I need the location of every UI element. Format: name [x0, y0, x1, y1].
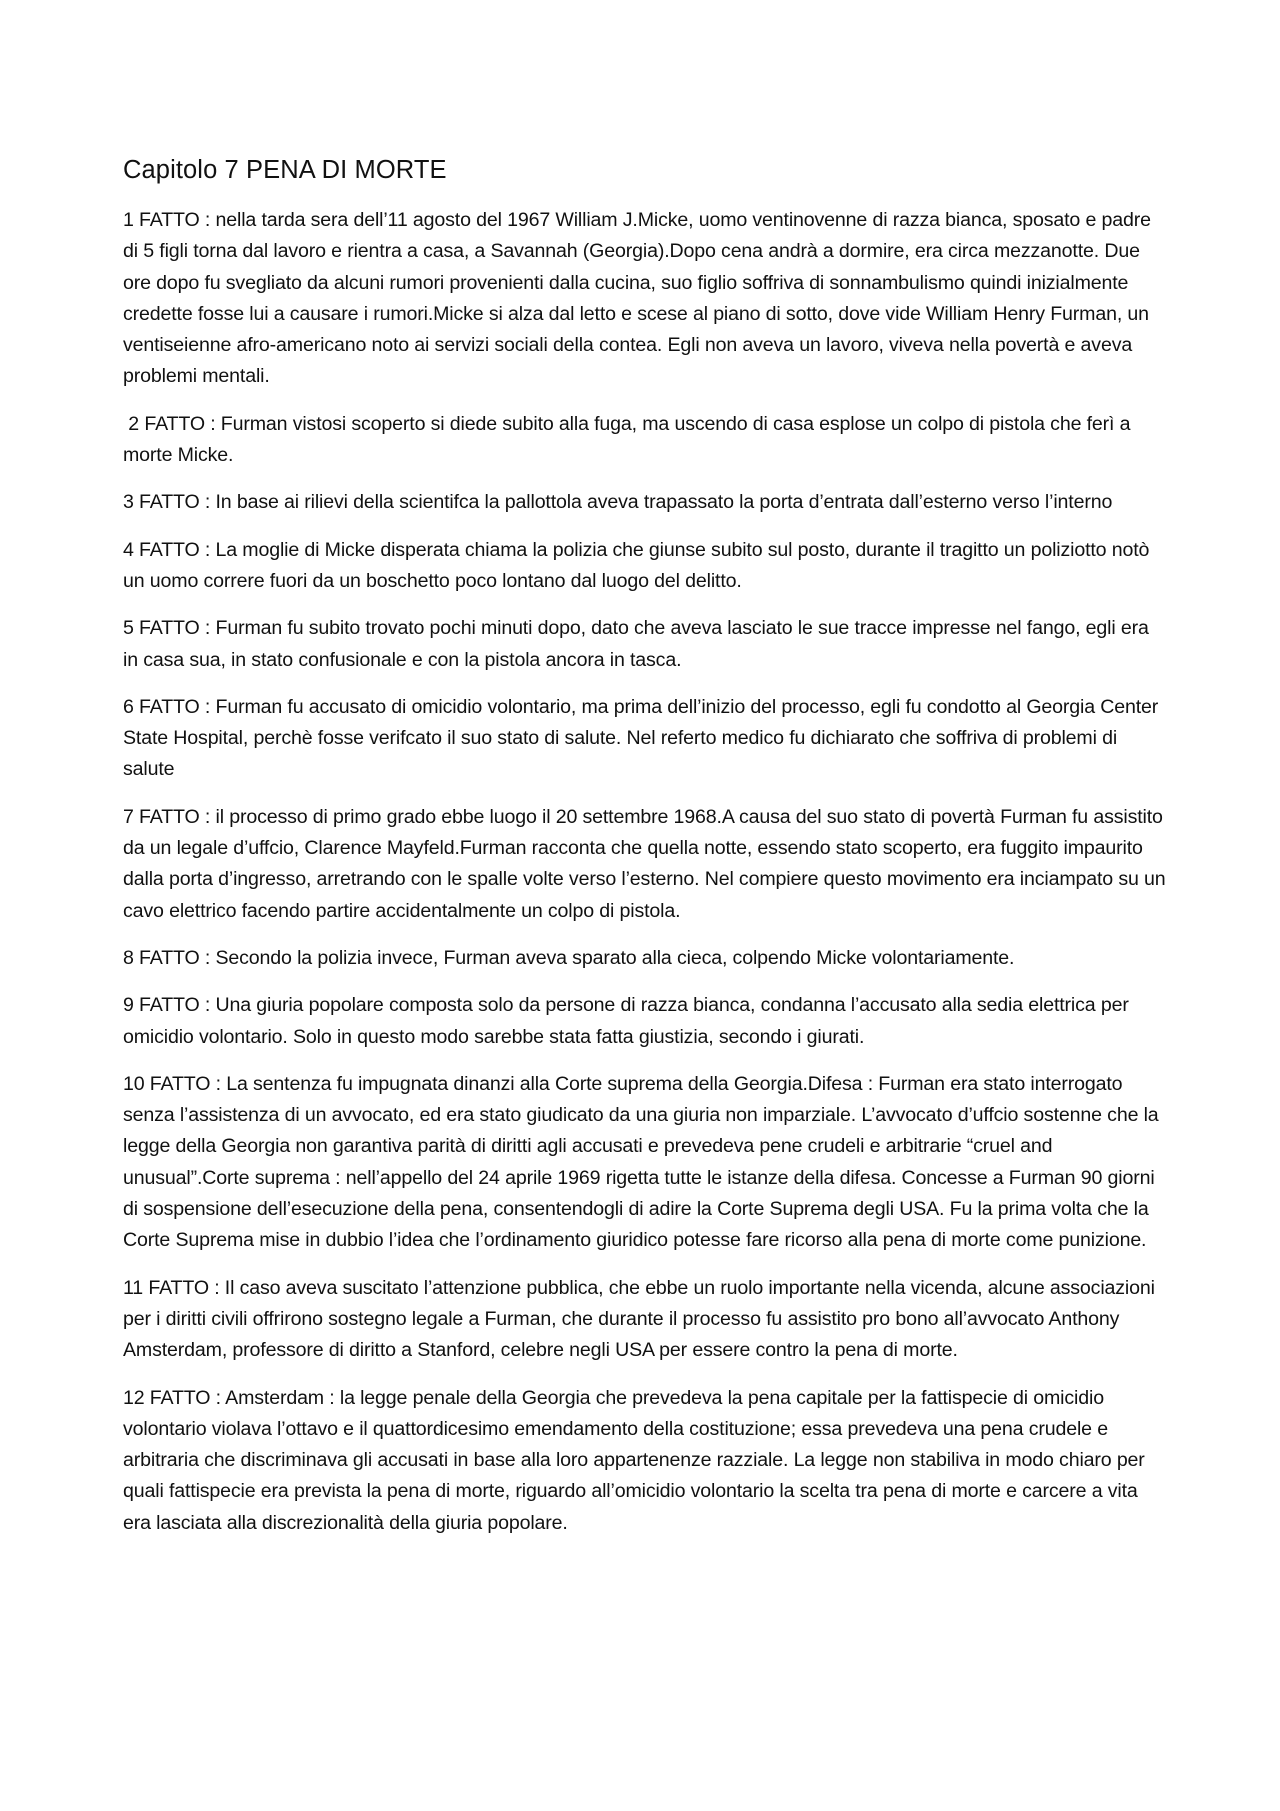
paragraph-fatto-6: 6 FATTO : Furman fu accusato di omicidio volontario, ma prima dell’inizio del processo, egli fu condotto al Georgia Center State Hospital, perchè fosse verifcato il suo stato di salute. Nel referto medico fu dichiarato che soffriva di problemi di salute	[123, 695, 1159, 781]
paragraph-fatto-7: 7 FATTO : il processo di primo grado ebbe luogo il 20 settembre 1968.A causa del suo stato di povertà Furman fu assistito da un legale d’uffcio, Clarence Mayfeld.Furman racconta che quella notte, essendo stato scoperto, era fuggito impaurito dalla porta d’ingresso, arretrando con le spalle volte verso l’esterno. Nel compiere questo movimento era inciampato su un cavo elettrico facendo partire accidentalmente un colpo di pistola.	[123, 805, 1166, 922]
paragraph-fatto-3: 3 FATTO : In base ai rilievi della scientifca la pallottola aveva trapassato la porta d’entrata dall’esterno verso l’interno	[123, 491, 1113, 514]
paragraph-fatto-11: 11 FATTO : Il caso aveva suscitato l’attenzione pubblica, che ebbe un ruolo importante nella vicenda, alcune associazioni per i diritti civili offrirono sostegno legale a Furman, che durante il processo fu assistito pro bono all’avvocato Anthony Amsterdam, professore di diritto a Stanford, celebre negli USA per essere contro la pena di morte.	[123, 1276, 1155, 1362]
paragraph-fatto-12: 12 FATTO : Amsterdam : la legge penale della Georgia che prevedeva la pena capitale per la fattispecie di omicidio volontario violava l’ottavo e il quattordicesimo emendamento della costituzione; essa prevedeva una pena crudele e arbitraria che discriminava gli accusati in base alla loro appartenenze razziale. La legge non stabiliva in modo chiaro per quali fattispecie era prevista la pena di morte, riguardo all’omicidio volontario la scelta tra pena di morte e carcere a vita era lasciata alla discrezionalità della giuria popolare.	[123, 1386, 1145, 1534]
paragraph-fatto-8: 8 FATTO : Secondo la polizia invece, Furman aveva sparato alla cieca, colpendo Micke volontariamente.	[123, 946, 1015, 969]
paragraph-fatto-9: 9 FATTO : Una giuria popolare composta solo da persone di razza bianca, condanna l’accusato alla sedia elettrica per omicidio volontario. Solo in questo modo sarebbe stata fatta giustizia, secondo i giurati.	[123, 994, 1129, 1048]
document-page	[123, 152, 1168, 1555]
paragraph-fatto-2: 2 FATTO : Furman vistosi scoperto si diede subito alla fuga, ma uscendo di casa esplose un colpo di pistola che ferì a morte Micke.	[123, 412, 1136, 467]
paragraph-fatto-5: 5 FATTO : Furman fu subito trovato pochi minuti dopo, dato che aveva lasciato le sue tracce impresse nel fango, egli era in casa sua, in stato confusionale e con la pistola ancora in tasca.	[123, 617, 1149, 671]
paragraph-fatto-10: 10 FATTO : La sentenza fu impugnata dinanzi alla Corte suprema della Georgia.Difesa : Furman era stato interrogato senza l’assistenza di un avvocato, ed era stato giudicato da una giuria non imparziale. L’avvocato d’uffcio sostenne che la legge della Georgia non garantiva parità di diritti agli accusati e prevedeva pene crudeli e arbitrarie “cruel and unusual”.Corte suprema : nell’appello del 24 aprile 1969 rigetta tutte le istanze della difesa. Concesse a Furman 90 giorni di sospensione dell’esecuzione della pena, consentendogli di adire la Corte Suprema degli USA. Fu la prima volta che la Corte Suprema mise in dubbio l’idea che l’ordinamento giuridico potesse fare ricorso alla pena di morte come punizione.	[123, 1072, 1159, 1252]
page-title: Capitolo 7 PENA DI MORTE	[123, 156, 447, 184]
paragraph-fatto-4: 4 FATTO : La moglie di Micke disperata chiama la polizia che giunse subito sul posto, durante il tragitto un poliziotto notò un uomo correre fuori da un boschetto poco lontano dal luogo del delitto.	[123, 538, 1150, 592]
paragraph-fatto-1: 1 FATTO : nella tarda sera dell’11 agosto del 1967 William J.Micke, uomo ventinovenne di razza bianca, sposato e padre di 5 figli torna dal lavoro e rientra a casa, a Savannah (Georgia).Dopo cena andrà a dormire, era circa mezzanotte. Due ore dopo fu svegliato da alcuni rumori provenienti dalla cucina, suo figlio soffriva di sonnambulismo quindi inizialmente credette fosse lui a causare i rumori.Micke si alza dal letto e scese al piano di sotto, dove vide William Henry Furman, un ventiseienne afro-americano noto ai servizi sociali della contea. Egli non aveva un lavoro, viveva nella povertà e aveva problemi mentali.	[123, 209, 1151, 388]
